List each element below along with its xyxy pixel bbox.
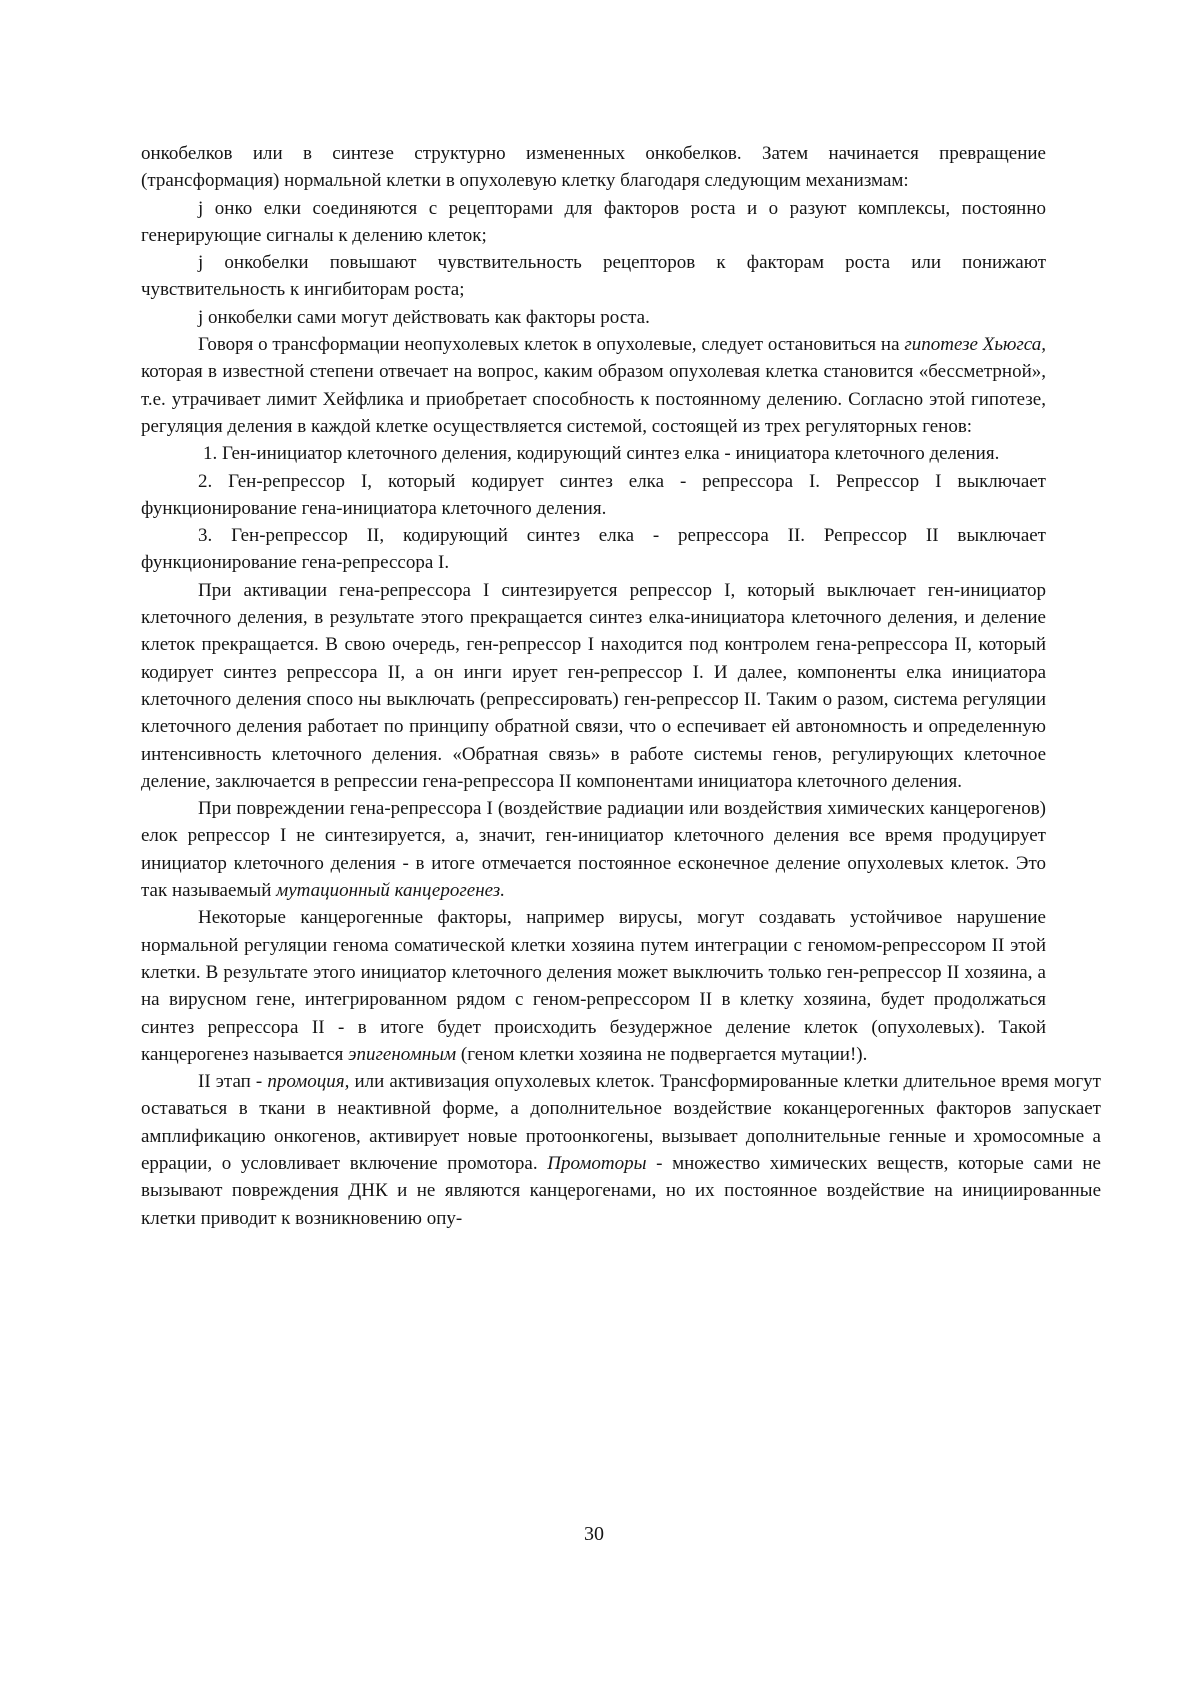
list-item-sensitivity: j онкобелки повышают чувствительность рецепторов к факторам роста или понижают чувствительность к ингибиторам роста; [141, 252, 1046, 301]
term-hughes-hypothesis: гипотезе Хьюгса, [904, 334, 1046, 356]
term-mutational-carcinogenesis: мутационный канцерогенез. [276, 880, 505, 902]
numbered-item-3: 3. Ген-репрессор II, кодирующий синтез елка - репрессора II. Репрессор II выключает функционирование гена-репрессора I. [141, 525, 1046, 574]
paragraph-epigenomic-carcinogenesis: Некоторые канцерогенные факторы, например вирусы, могут создавать устойчивое нарушение нормальной регуляции генома соматической клетки хозяина путем интеграции с геномом-репрессором II этой клетки. В результате этого инициатор клеточного деления может выключить только ген-репрессор II хозяина, а на вирусном гене, интегрированном рядом с геном-репрессором II в клетку хозяина, будет продолжаться синтез репрессора II - в итоге будет происходить безудержное деление клеток (опухолевых). Такой канцерогенез называется эпигеномным (геном клетки хозяина не подвергается мутации!). [141, 907, 1046, 1065]
numbered-item-2: 2. Ген-репрессор I, который кодирует синтез елка - репрессора I. Репрессор I выключает функционирование гена-инициатора клеточного деления. [141, 470, 1046, 519]
term-promotion: промоция, [267, 1071, 350, 1093]
term-epigenomic: эпигеномным [348, 1043, 457, 1065]
paragraph-promotion-stage: II этап - промоция, или активизация опухолевых клеток. Трансформированные клетки длительное время могут оставаться в ткани в неактивной форме, а дополнительное воздействие коканцерогенных факторов запускает амплификацию онкогенов, активирует новые протоонкогены, вызывает дополнительные генные и хромосомные а еррации, о условливает включение промотора. Промоторы - множество химических веществ, которые сами не вызывают повреждения ДНК и не являются канцерогенами, но их постоянное воздействие на инициированные клетки приводит к возникновению опу- [141, 1071, 1101, 1229]
list-item-growth-factors: j онкобелки сами могут действовать как факторы роста. [198, 306, 650, 328]
paragraph-repressor-activation: При активации гена-репрессора I синтезируется репрессор I, который выключает ген-инициатор клеточного деления, в результате этого прекращается синтез елка-инициатора клеточного деления, и деление клеток прекращается. В свою очередь, ген-репрессор I находится под контролем гена-репрессора II, который кодирует синтез репрессора II, а он инги ирует ген-репрессор I. И далее, компоненты елка инициатора клеточного деления спосо ны выключать (репрессировать) ген-репрессор II. Таким о разом, система регуляции клеточного деления работает по принципу обратной связи, что о еспечивает ей автономность и определенную интенсивность клеточного деления. «Обратная связь» в работе системы генов, регулирующих клеточное деление, заключается в репрессии гена-репрессора II компонентами инициатора клеточного деления. [141, 579, 1046, 792]
document-body [141, 140, 1101, 1232]
paragraph-oncoproteins: онкобелков или в синтезе структурно измененных онкобелков. Затем начинается превращение (трансформация) нормальной клетки в опухолевую клетку благодаря следующим механизмам: [141, 143, 1046, 192]
page-number: 30 [584, 1523, 604, 1545]
list-item-receptors: j онко елки соединяются с рецепторами для факторов роста и о разуют комплексы, постоянно генерирующие сигналы к делению клеток; [141, 197, 1046, 246]
numbered-item-1: 1. Ген-инициатор клеточного деления, кодирующий синтез елка - инициатора клеточного деления. [203, 443, 1000, 465]
paragraph-hughes-hypothesis: Говоря о трансформации неопухолевых клеток в опухолевые, следует остановиться на гипотезе Хьюгса, которая в известной степени отвечает на вопрос, каким образом опухолевая клетка становится «бессметрной», т.е. утрачивает лимит Хейфлика и приобретает способность к постоянному делению. Согласно этой гипотезе, регуляция деления в каждой клетке осуществляется системой, состоящей из трех регуляторных генов: [141, 334, 1046, 437]
term-promoters: Промоторы [547, 1152, 647, 1174]
paragraph-mutational-carcinogenesis: При повреждении гена-репрессора I (воздействие радиации или воздействия химических канцерогенов) елок репрессор I не синтезируется, а, значит, ген-инициатор клеточного деления все время продуцирует инициатор клеточного деления - в итоге отмечается постоянное есконечное деление опухолевых клеток. Это так называемый мутационный канцерогенез. [141, 798, 1046, 902]
